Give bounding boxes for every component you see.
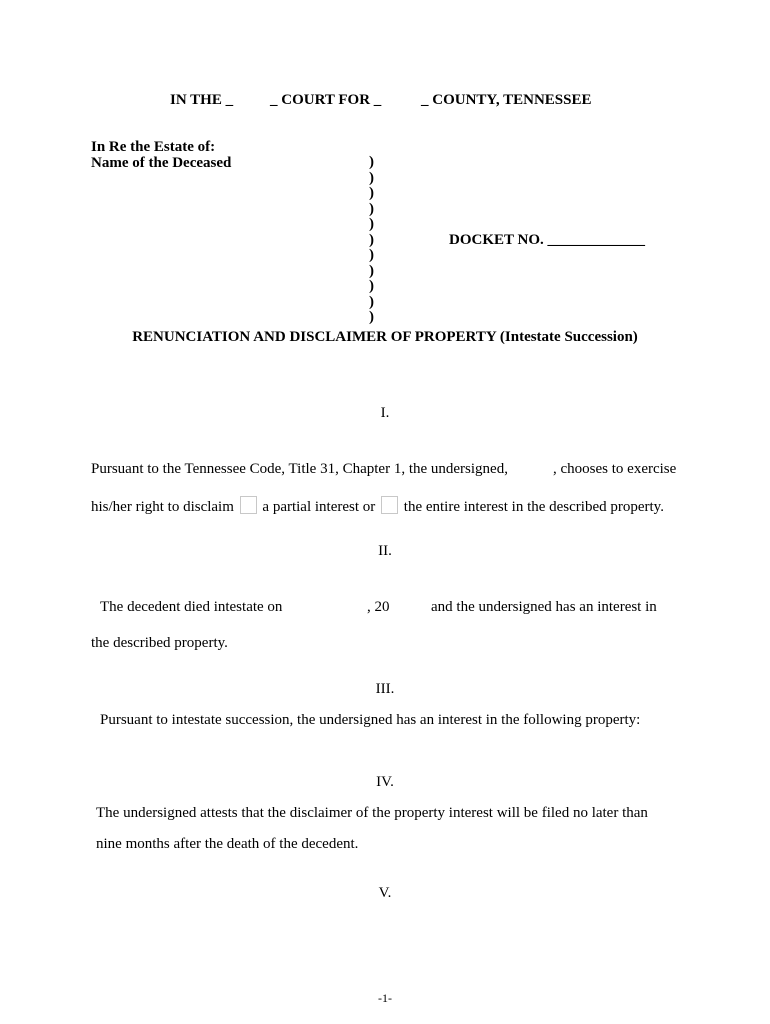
deceased-name-label: Name of the Deceased: [91, 155, 232, 171]
section-4-text-1: The undersigned attests that the disclaimer of the property interest will be filed no later than: [96, 805, 648, 821]
page-number: -1-: [378, 991, 392, 1005]
section-numeral-2: II.: [378, 543, 392, 559]
caption-paren: ): [369, 154, 374, 170]
estate-label: In Re the Estate of:: [91, 139, 216, 155]
section-numeral-3: III.: [375, 681, 395, 697]
court-heading-county: _ COUNTY, TENNESSEE: [421, 92, 592, 108]
partial-interest-label: a partial interest or: [262, 499, 376, 515]
caption-paren: ): [369, 247, 374, 263]
section-2-year-prefix: , 20: [367, 599, 390, 615]
caption-paren: ): [369, 169, 374, 186]
entire-interest-label: the entire interest in the described property.: [403, 499, 664, 515]
section-1-text-start: Pursuant to the Tennessee Code, Title 31, Chapter 1, the undersigned,: [91, 461, 508, 477]
caption-paren: ): [369, 200, 374, 217]
section-2-continued: the described property.: [91, 635, 228, 651]
caption-paren: ): [369, 231, 374, 248]
section-numeral-1: I.: [380, 405, 390, 421]
court-heading-court-for: _ COURT FOR _: [270, 92, 382, 108]
section-numeral-5: V.: [378, 885, 392, 901]
section-4-text-2: nine months after the death of the decedent.: [96, 836, 359, 852]
section-3-text: Pursuant to intestate succession, the undersigned has an interest in the following property:: [100, 712, 641, 728]
section-2-death-date-label: The decedent died intestate on: [100, 599, 283, 615]
caption-paren: ): [369, 309, 374, 325]
section-numeral-4: IV.: [376, 774, 394, 790]
docket-number: DOCKET NO. _____________: [449, 232, 645, 248]
partial-interest-checkbox[interactable]: [240, 496, 257, 514]
caption-paren: ): [369, 185, 374, 201]
caption-paren: ): [369, 293, 374, 310]
section-2-interest-text: and the undersigned has an interest in: [431, 599, 657, 615]
entire-interest-checkbox[interactable]: [381, 496, 398, 514]
caption-paren: ): [369, 262, 374, 279]
document-title: RENUNCIATION AND DISCLAIMER OF PROPERTY (Intestate Succession): [132, 329, 638, 345]
caption-paren: ): [369, 278, 374, 294]
disclaim-label: his/her right to disclaim: [91, 499, 234, 515]
section-1-disclaim-line: [91, 496, 664, 516]
court-heading-in-the: IN THE _: [170, 92, 234, 108]
caption-paren: ): [369, 216, 374, 232]
section-1-text-end: , chooses to exercise: [553, 461, 677, 477]
